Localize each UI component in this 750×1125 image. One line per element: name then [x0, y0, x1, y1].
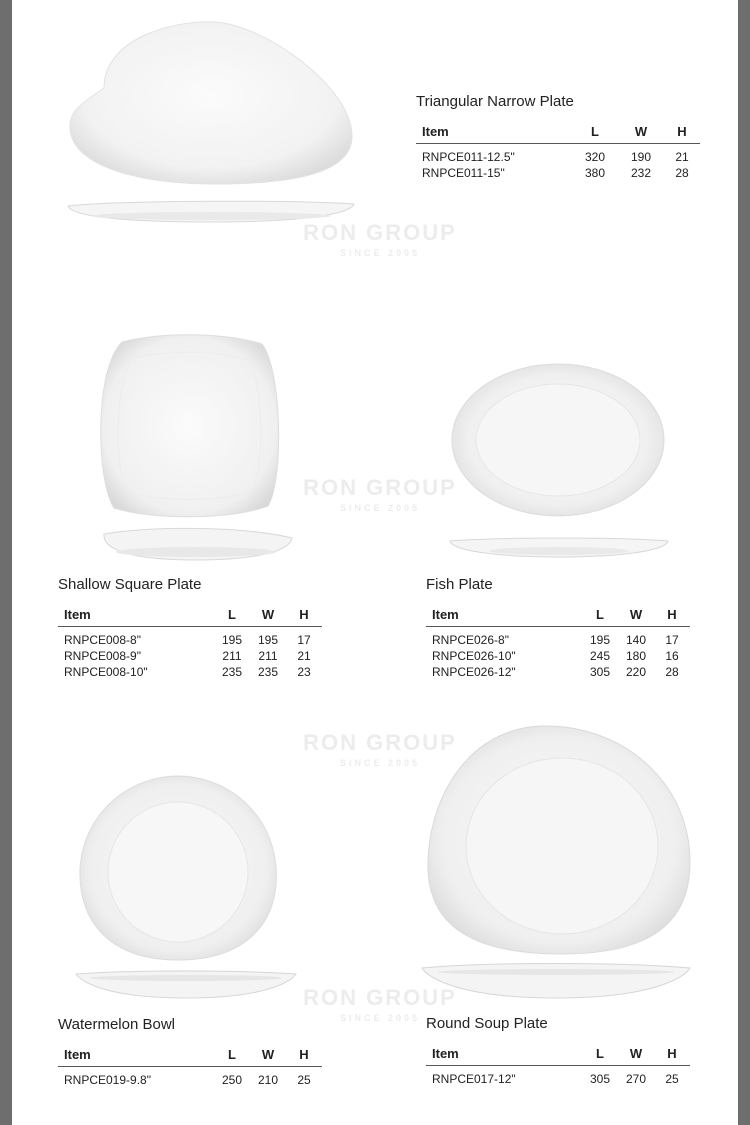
- col-h: H: [286, 1043, 322, 1067]
- watermark-brand: RON GROUP: [303, 475, 457, 500]
- cell-h: 25: [297, 1073, 311, 1087]
- fish-plate-top-photo: [450, 362, 670, 522]
- cell-l: 305: [589, 1072, 611, 1086]
- product-watermelon-bowl: [58, 1016, 322, 1088]
- watermark-brand: RON GROUP: [303, 985, 457, 1010]
- round-soup-plate-side-photo: [420, 962, 692, 1002]
- spec-row: [58, 627, 322, 649]
- spec-row: [426, 1066, 690, 1088]
- cell-item: RNPCE011-12.5": [422, 150, 515, 164]
- product-shallow-square-plate: [58, 576, 322, 680]
- cell-l: 235: [221, 665, 243, 679]
- product-triangular-narrow-plate: [416, 93, 700, 181]
- cell-w: 210: [257, 1073, 279, 1087]
- round-soup-plate-top-photo: [422, 722, 694, 958]
- watermark-tagline: SINCE 2005: [339, 1013, 421, 1023]
- spec-table: [416, 120, 700, 181]
- watermark-brand: RON GROUP: [303, 220, 457, 245]
- col-h: H: [286, 603, 322, 627]
- cell-w: 140: [625, 633, 647, 647]
- cell-w: 220: [625, 665, 647, 679]
- cell-l: 250: [221, 1073, 243, 1087]
- col-h: H: [654, 603, 690, 627]
- watermelon-bowl-side-photo: [74, 968, 298, 1002]
- cell-h: 28: [665, 665, 679, 679]
- col-w: W: [618, 120, 664, 144]
- cell-w: 232: [630, 166, 652, 180]
- cell-h: 17: [297, 633, 311, 647]
- cell-h: 28: [675, 166, 689, 180]
- cell-l: 195: [589, 633, 611, 647]
- col-item: Item: [426, 603, 582, 627]
- spec-row: [416, 144, 700, 166]
- page-frame-left: [0, 0, 12, 1125]
- product-title: Shallow Square Plate: [58, 576, 202, 593]
- catalog-sheet: [12, 0, 738, 1125]
- cell-h: 16: [665, 649, 679, 663]
- watermark-tagline: SINCE 2005: [339, 758, 421, 768]
- spec-row: [58, 1067, 322, 1089]
- col-item: Item: [58, 603, 214, 627]
- cell-l: 195: [221, 633, 243, 647]
- col-item: Item: [416, 120, 572, 144]
- product-title: Round Soup Plate: [426, 1015, 548, 1032]
- watermark-brand: RON GROUP: [303, 730, 457, 755]
- col-w: W: [618, 1042, 654, 1066]
- cell-h: 17: [665, 633, 679, 647]
- cell-item: RNPCE008-8": [64, 633, 141, 647]
- cell-item: RNPCE008-10": [64, 665, 148, 679]
- spec-header-row: [416, 120, 700, 144]
- spec-header-row: [426, 603, 690, 627]
- col-l: L: [572, 120, 618, 144]
- spec-row: [58, 648, 322, 664]
- watermark-tagline: SINCE 2005: [339, 248, 421, 258]
- cell-h: 21: [297, 649, 311, 663]
- col-h: H: [664, 120, 700, 144]
- spec-table: [426, 1042, 690, 1087]
- cell-l: 211: [222, 649, 242, 663]
- cell-w: 180: [625, 649, 647, 663]
- watermelon-bowl-top-photo: [76, 772, 281, 964]
- spec-row: [416, 165, 700, 181]
- cell-item: RNPCE019-9.8": [64, 1073, 151, 1087]
- col-h: H: [654, 1042, 690, 1066]
- cell-item: RNPCE008-9": [64, 649, 141, 663]
- cell-h: 25: [665, 1072, 679, 1086]
- col-l: L: [214, 603, 250, 627]
- spec-header-row: [58, 1043, 322, 1067]
- cell-item: RNPCE011-15": [422, 166, 505, 180]
- triangular-plate-top-photo: [64, 18, 364, 193]
- cell-h: 21: [675, 150, 689, 164]
- product-round-soup-plate: [426, 1015, 690, 1087]
- col-item: Item: [426, 1042, 582, 1066]
- triangular-plate-side-photo: [66, 198, 356, 226]
- cell-l: 320: [584, 150, 606, 164]
- fish-plate-side-photo: [448, 533, 670, 561]
- cell-item: RNPCE026-12": [432, 665, 516, 679]
- cell-l: 245: [589, 649, 611, 663]
- col-w: W: [618, 603, 654, 627]
- cell-item: RNPCE017-12": [432, 1072, 516, 1086]
- square-plate-side-photo: [92, 526, 297, 562]
- cell-w: 190: [630, 150, 652, 164]
- spec-table: [426, 603, 690, 680]
- product-fish-plate: [426, 576, 690, 680]
- col-w: W: [250, 1043, 286, 1067]
- cell-l: 305: [589, 665, 611, 679]
- page-frame-right: [738, 0, 750, 1125]
- spec-row: [426, 648, 690, 664]
- cell-w: 211: [258, 649, 278, 663]
- cell-h: 23: [297, 665, 311, 679]
- col-w: W: [250, 603, 286, 627]
- spec-table: [58, 1043, 322, 1088]
- product-title: Fish Plate: [426, 576, 493, 593]
- cell-w: 195: [257, 633, 279, 647]
- col-l: L: [582, 1042, 618, 1066]
- square-plate-top-photo: [92, 330, 287, 522]
- product-title: Triangular Narrow Plate: [416, 93, 574, 110]
- spec-row: [58, 664, 322, 680]
- spec-header-row: [426, 1042, 690, 1066]
- cell-item: RNPCE026-10": [432, 649, 516, 663]
- spec-row: [426, 627, 690, 649]
- spec-table: [58, 603, 322, 680]
- spec-row: [426, 664, 690, 680]
- spec-header-row: [58, 603, 322, 627]
- cell-item: RNPCE026-8": [432, 633, 509, 647]
- watermark-tagline: SINCE 2005: [339, 503, 421, 513]
- cell-w: 270: [625, 1072, 647, 1086]
- col-l: L: [582, 603, 618, 627]
- col-item: Item: [58, 1043, 214, 1067]
- col-l: L: [214, 1043, 250, 1067]
- product-title: Watermelon Bowl: [58, 1016, 175, 1033]
- cell-l: 380: [584, 166, 606, 180]
- cell-w: 235: [257, 665, 279, 679]
